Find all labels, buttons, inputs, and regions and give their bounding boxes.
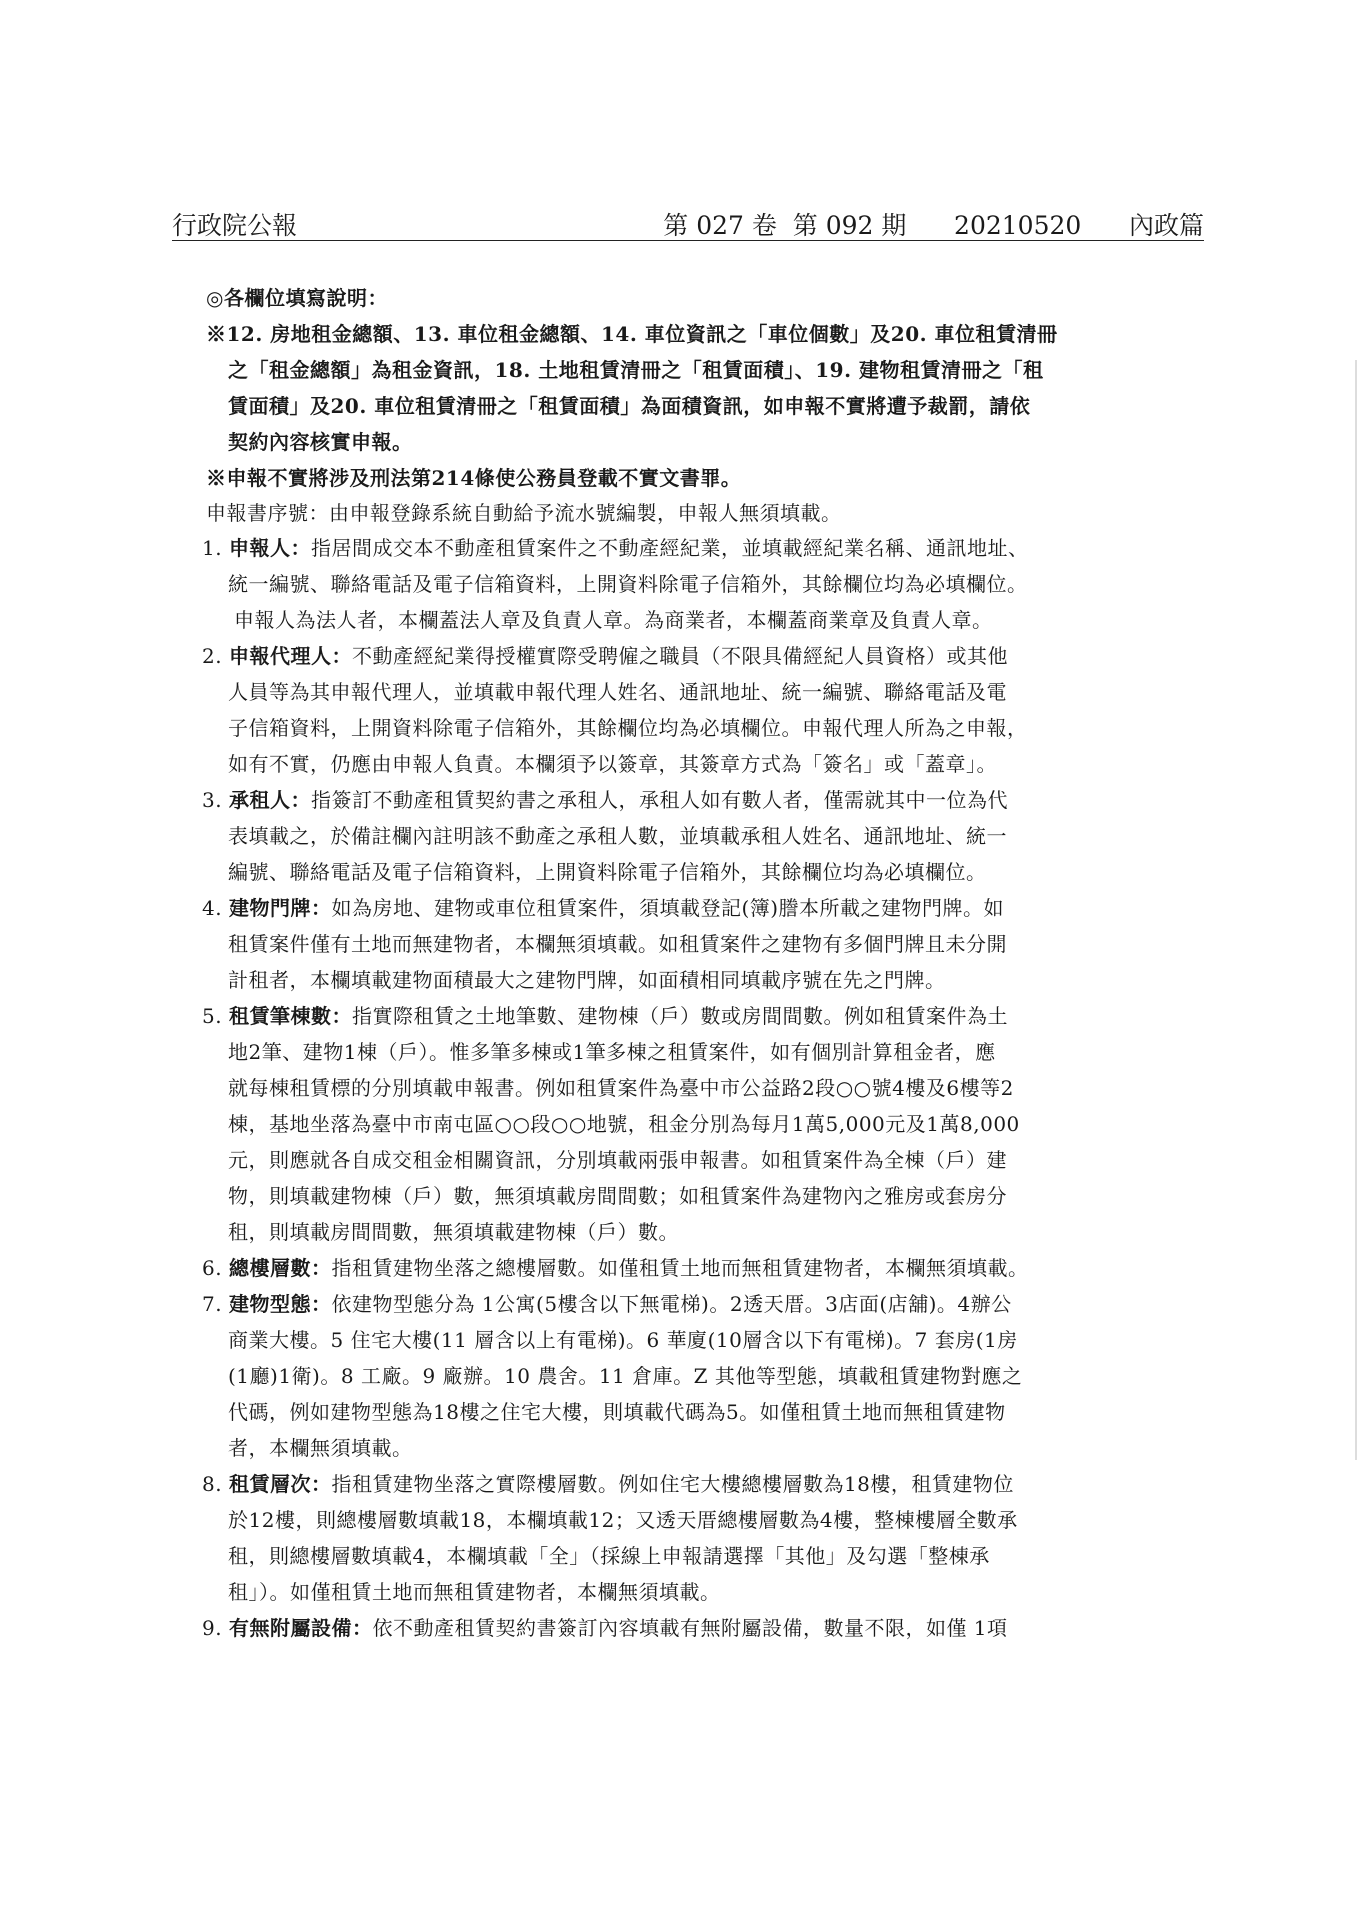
item-2 [202, 640, 1008, 669]
item-line [228, 964, 946, 993]
item-9 [202, 1612, 1008, 1641]
item-number: 1. [202, 536, 223, 560]
item-line [228, 1504, 1018, 1533]
line-text: 如為房地、建物或車位租賃案件，須填載登記(簿)謄本所載之建物門牌。如 [331, 896, 1005, 920]
serial-note [206, 497, 842, 526]
item-line [228, 1540, 990, 1569]
line-text: 棟，基地坐落為臺中市南屯區○○段○○地號，租金分別為每月1萬5,000元及1萬8,000 [228, 1112, 1020, 1136]
line-text: 子信箱資料，上開資料除電子信箱外，其餘欄位均為必填欄位。申報代理人所為之申報， [228, 716, 1028, 740]
item-line [228, 1180, 1007, 1209]
line-text: 人員等為其申報代理人，並填載申報代理人姓名、通訊地址、統一編號、聯絡電話及電 [228, 680, 1007, 704]
item-term: 總樓層數： [228, 1256, 332, 1280]
item-number: 7. [202, 1292, 223, 1316]
line-text: 不動產經紀業得授權實際受聘僱之職員（不限具備經紀人員資格）或其他 [351, 644, 1008, 668]
item-number: 3. [202, 788, 223, 812]
line-text: 租賃案件僅有土地而無建物者，本欄無須填載。如租賃案件之建物有多個門牌且未分開 [228, 932, 1007, 956]
line-text: 表填載之，於備註欄內註明該不動產之承租人數，並填載承租人姓名、通訊地址、統一 [228, 824, 1007, 848]
item-line [228, 820, 1007, 849]
notice-line [228, 354, 1044, 383]
item-line [228, 856, 987, 885]
line-text: 如有不實，仍應由申報人負責。本欄須予以簽章，其簽章方式為「簽名」或「蓋章」。 [228, 752, 997, 776]
line-text: 依不動產租賃契約書簽訂內容填載有無附屬設備，數量不限，如僅 1項 [372, 1616, 1008, 1640]
line-text: 代碼，例如建物型態為18樓之住宅大樓，則填載代碼為5。如僅租賃土地而無租賃建物 [228, 1400, 1006, 1424]
item-line [228, 676, 1007, 705]
item-line [228, 1216, 679, 1245]
item-1 [202, 532, 1028, 561]
line-text: ※申報不實將涉及刑法第214條使公務員登載不實文書罪。 [206, 466, 742, 490]
line-text: 賃面積」及20. 車位租賃清冊之「租賃面積」為面積資訊，如申報不實將遭予裁罰，請依 [228, 394, 1031, 418]
item-5 [202, 1000, 1008, 1029]
item-line [228, 568, 1028, 597]
line-text: 指實際租賃之土地筆數、建物棟（戶）數或房間間數。例如租賃案件為土 [351, 1004, 1008, 1028]
item-number: 4. [202, 896, 223, 920]
line-text: 申報書序號：由申報登錄系統自動給予流水號編製，申報人無須填載。 [206, 501, 842, 525]
line-text: ※12. 房地租金總額、13. 車位租金總額、14. 車位資訊之「車位個數」及20. 車位租賃清冊 [206, 322, 1058, 346]
item-line [228, 748, 997, 777]
item-line [228, 1108, 1020, 1137]
line-text: 元，則應就各自成交租金相關資訊，分別填載兩張申報書。如租賃案件為全棟（戶）建 [228, 1148, 1007, 1172]
line-text: 者，本欄無須填載。 [228, 1436, 413, 1460]
item-line [228, 1396, 1006, 1425]
line-text: 統一編號、聯絡電話及電子信箱資料，上開資料除電子信箱外，其餘欄位均為必填欄位。 [228, 572, 1028, 596]
line-text: 租」）。如僅租賃土地而無租賃建物者，本欄無須填載。 [228, 1580, 721, 1604]
line-text: (1廳)1衛)。8 工廠。9 廠辦。10 農舍。11 倉庫。Z 其他等型態，填載租賃建物對應之 [228, 1364, 1023, 1388]
item-line [228, 712, 1028, 741]
item-7 [202, 1288, 1012, 1317]
item-term: 建物門牌： [228, 896, 332, 920]
item-line [228, 1144, 1007, 1173]
notice-line [206, 462, 741, 491]
line-text: ◎各欄位填寫說明： [206, 286, 388, 310]
notice-line [228, 426, 413, 455]
section-title [206, 282, 388, 311]
item-term: 租賃層次： [228, 1472, 332, 1496]
item-line [228, 928, 1007, 957]
line-text: 契約內容核實申報。 [228, 430, 413, 454]
item-6 [202, 1252, 1028, 1281]
item-line [228, 1036, 996, 1065]
item-line [234, 604, 993, 633]
line-text: 申報人為法人者，本欄蓋法人章及負責人章。為商業者，本欄蓋商業章及負責人章。 [234, 608, 993, 632]
item-4 [202, 892, 1004, 921]
gazette-header [172, 206, 1204, 241]
line-text: 商業大樓。5 住宅大樓(11 層含以上有電梯)。6 華廈(10層含以下有電梯)。7 套房(1房 [228, 1328, 1018, 1352]
line-text: 租，則填載房間間數，無須填載建物棟（戶）數。 [228, 1220, 679, 1244]
item-term: 申報人： [228, 536, 311, 560]
item-term: 建物型態： [228, 1292, 332, 1316]
line-text: 指租賃建物坐落之總樓層數。如僅租賃土地而無租賃建物者，本欄無須填載。 [331, 1256, 1029, 1280]
item-line [228, 1432, 413, 1461]
gazette-name: 行政院公報 [172, 211, 298, 240]
item-line [228, 1072, 1014, 1101]
line-text: 租，則總樓層數填載4，本欄填載「全」（採線上申報請選擇「其他」及勾選「整棟承 [228, 1544, 990, 1568]
line-text: 編號、聯絡電話及電子信箱資料，上開資料除電子信箱外，其餘欄位均為必填欄位。 [228, 860, 987, 884]
item-term: 申報代理人： [228, 644, 352, 668]
item-number: 9. [202, 1616, 223, 1640]
line-text: 之「租金總額」為租金資訊，18. 土地租賃清冊之「租賃面積」、19. 建物租賃清冊之「租 [228, 358, 1044, 382]
line-text: 於12樓，則總樓層數填載18，本欄填載12；又透天厝總樓層數為4樓，整棟樓層全數承 [228, 1508, 1018, 1532]
notice-line [228, 390, 1030, 419]
item-number: 5. [202, 1004, 223, 1028]
item-term: 承租人： [228, 788, 311, 812]
line-text: 計租者，本欄填載建物面積最大之建物門牌，如面積相同填載序號在先之門牌。 [228, 968, 946, 992]
issue-info: 第 027 卷 第 092 期 20210520 內政篇 [663, 211, 1204, 240]
item-term: 有無附屬設備： [228, 1616, 373, 1640]
item-number: 6. [202, 1256, 223, 1280]
line-text: 物，則填載建物棟（戶）數，無須填載房間間數；如租賃案件為建物內之雅房或套房分 [228, 1184, 1007, 1208]
item-8 [202, 1468, 1014, 1497]
line-text: 指簽訂不動產租賃契約書之承租人，承租人如有數人者，僅需就其中一位為代 [310, 788, 1008, 812]
item-number: 8. [202, 1472, 223, 1496]
item-3 [202, 784, 1008, 813]
line-text: 指租賃建物坐落之實際樓層數。例如住宅大樓總樓層數為18樓，租賃建物位 [331, 1472, 1014, 1496]
notice-line [206, 318, 1058, 347]
item-line [228, 1360, 1022, 1389]
item-line [228, 1324, 1018, 1353]
line-text: 就每棟租賃標的分別填載申報書。例如租賃案件為臺中市公益路2段○○號4樓及6樓等2 [228, 1076, 1014, 1100]
line-text: 依建物型態分為 1公寓(5樓含以下無電梯)。2透天厝。3店面(店舖)。4辦公 [331, 1292, 1012, 1316]
line-text: 指居間成交本不動產租賃案件之不動產經紀業，並填載經紀業名稱、通訊地址、 [310, 536, 1029, 560]
item-term: 租賃筆棟數： [228, 1004, 352, 1028]
line-text: 地2筆、建物1棟（戶）。惟多筆多棟或1筆多棟之租賃案件，如有個別計算租金者，應 [228, 1040, 996, 1064]
item-number: 2. [202, 644, 223, 668]
item-line [228, 1576, 721, 1605]
